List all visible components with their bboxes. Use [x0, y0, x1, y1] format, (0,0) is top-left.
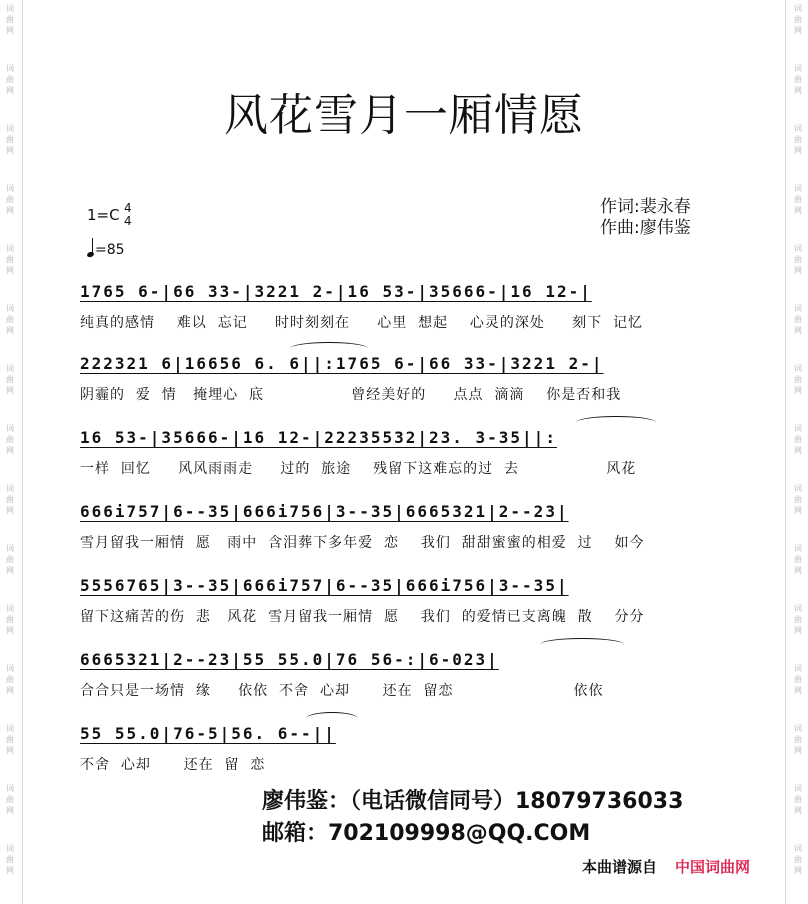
watermark-char: 网	[794, 266, 802, 275]
watermark-char: 曲	[794, 435, 802, 444]
watermark-char: 词	[794, 64, 802, 73]
lyrics: 留下这痛苦的伤 悲 风花 雪月留我一厢情 愿 我们 的爱情已支离魄 散 分分	[80, 609, 645, 625]
watermark-char: 词	[6, 484, 14, 493]
notation: 16 53-|35666-|16 12-|22235532|23. 3-35||:	[80, 428, 557, 447]
time-denominator: 4	[124, 214, 132, 228]
watermark-char: 词	[6, 544, 14, 553]
watermark-char: 网	[6, 446, 14, 455]
watermark-char: 词	[794, 664, 802, 673]
watermark-char: 网	[794, 626, 802, 635]
watermark-char: 词	[6, 124, 14, 133]
score-line-7	[80, 724, 740, 784]
tempo-value: =85	[95, 242, 125, 258]
watermark-char: 词	[794, 484, 802, 493]
watermark-char: 网	[6, 326, 14, 335]
lyrics: 雪月留我一厢情 愿 雨中 含泪葬下多年爱 恋 我们 甜甜蜜蜜的相爱 过 如今	[80, 535, 645, 551]
watermark-char: 曲	[6, 75, 14, 84]
watermark-char: 网	[6, 626, 14, 635]
watermark-char: 曲	[794, 795, 802, 804]
lyrics: 一样 回忆 风风雨雨走 过的 旅途 残留下这难忘的过 去 风花	[80, 461, 637, 477]
notation: 55 55.0|76-5|56. 6--||	[80, 724, 336, 743]
watermark-char: 曲	[6, 375, 14, 384]
watermark-char: 曲	[794, 615, 802, 624]
lyricist: 作词:裴永春	[600, 197, 691, 217]
watermark-char: 曲	[6, 315, 14, 324]
watermark-char: 词	[6, 844, 14, 853]
watermark-char: 网	[794, 206, 802, 215]
notation: 222321 6|16656 6. 6||:1765 6-|66 33-|3221 2-|	[80, 354, 604, 373]
song-title: 风花雪月一厢情愿	[224, 90, 584, 141]
watermark-char: 词	[6, 424, 14, 433]
watermark-char: 词	[6, 4, 14, 13]
watermark-char: 网	[794, 686, 802, 695]
notation: 5556765|3--35|666i757|6--35|666i756|3--35|	[80, 576, 569, 595]
watermark-char: 曲	[794, 555, 802, 564]
watermark-char: 曲	[6, 255, 14, 264]
watermark-char: 词	[794, 304, 802, 313]
watermark-char: 曲	[794, 195, 802, 204]
notation: 6665321|2--23|55 55.0|76 56-:|6-023|	[80, 650, 499, 669]
watermark-char: 网	[6, 146, 14, 155]
watermark-char: 曲	[794, 675, 802, 684]
watermark-char: 网	[794, 86, 802, 95]
watermark-char: 曲	[6, 15, 14, 24]
watermark-char: 词	[6, 64, 14, 73]
watermark-char: 曲	[6, 795, 14, 804]
tempo-marking	[87, 238, 125, 258]
watermark-char: 曲	[794, 855, 802, 864]
watermark-char: 曲	[794, 75, 802, 84]
watermark-char: 词	[794, 364, 802, 373]
watermark-char: 网	[794, 506, 802, 515]
slur	[576, 416, 656, 429]
watermark-char: 网	[794, 446, 802, 455]
watermark-char: 曲	[6, 735, 14, 744]
watermark-char: 词	[794, 184, 802, 193]
notation: 666i757|6--35|666i756|3--35|6665321|2--23|	[80, 502, 569, 521]
watermark-char: 曲	[794, 255, 802, 264]
watermark-char: 网	[6, 266, 14, 275]
score-line-6	[80, 650, 740, 710]
watermark-char: 词	[794, 4, 802, 13]
watermark-char: 曲	[794, 135, 802, 144]
contact-email: 邮箱：702109998@QQ.COM	[262, 821, 591, 846]
watermark-char: 词	[6, 244, 14, 253]
slur	[306, 712, 358, 725]
lyrics: 合合只是一场情 缘 依依 不舍 心却 还在 留恋 依依	[80, 683, 604, 699]
watermark-char: 词	[794, 544, 802, 553]
watermark-char: 词	[794, 604, 802, 613]
quarter-note-icon	[87, 238, 93, 258]
watermark-char: 网	[6, 86, 14, 95]
slur	[290, 342, 368, 355]
watermark-char: 词	[6, 664, 14, 673]
watermark-char: 词	[6, 304, 14, 313]
watermark-char: 曲	[794, 15, 802, 24]
watermark-char: 曲	[6, 135, 14, 144]
watermark-char: 词	[6, 724, 14, 733]
watermark-char: 词	[794, 424, 802, 433]
watermark-char: 词	[6, 184, 14, 193]
watermark-char: 词	[6, 784, 14, 793]
watermark-char: 网	[794, 566, 802, 575]
composer: 作曲:廖伟鉴	[600, 218, 691, 238]
watermark-char: 网	[794, 866, 802, 875]
time-signature	[124, 202, 132, 228]
watermark-char: 词	[6, 364, 14, 373]
notation: 1765 6-|66 33-|3221 2-|16 53-|35666-|16 12-|	[80, 282, 592, 301]
watermark-char: 网	[6, 386, 14, 395]
watermark-char: 网	[6, 506, 14, 515]
watermark-char: 网	[6, 26, 14, 35]
watermark-char: 网	[6, 686, 14, 695]
watermark-char: 网	[6, 746, 14, 755]
score-line-3	[80, 428, 740, 488]
watermark-char: 曲	[6, 195, 14, 204]
score-line-5	[80, 576, 740, 636]
lyrics: 不舍 心却 还在 留 恋	[80, 757, 266, 773]
time-numerator: 4	[124, 201, 132, 215]
watermark-char: 曲	[6, 495, 14, 504]
lyrics: 阴霾的 爱 情 掩埋心 底 曾经美好的 点点 滴滴 你是否和我	[80, 387, 622, 403]
credits	[600, 197, 691, 239]
key-signature: 1=C	[87, 206, 120, 224]
lyrics: 纯真的感情 难以 忘记 时时刻刻在 心里 想起 心灵的深处 刻下 记忆	[80, 315, 644, 331]
score-line-4	[80, 502, 740, 562]
score-line-1	[80, 282, 740, 342]
watermark-char: 词	[794, 244, 802, 253]
source-credit	[582, 856, 750, 877]
watermark-char: 词	[794, 724, 802, 733]
watermark-char: 曲	[794, 375, 802, 384]
watermark-char: 网	[794, 806, 802, 815]
watermark-char: 词	[794, 784, 802, 793]
watermark-char: 曲	[6, 615, 14, 624]
watermark-char: 网	[6, 806, 14, 815]
watermark-char: 网	[794, 386, 802, 395]
source-prefix: 本曲谱源自	[582, 858, 658, 876]
brand-name[interactable]: 中国词曲网	[675, 858, 751, 876]
score-line-2	[80, 354, 740, 414]
contact-phone: 廖伟鉴：（电话微信同号）18079736033	[262, 789, 684, 814]
watermark-char: 曲	[6, 555, 14, 564]
watermark-char: 曲	[6, 675, 14, 684]
contact-info	[262, 786, 683, 850]
watermark-char: 曲	[794, 315, 802, 324]
watermark-char: 曲	[794, 735, 802, 744]
watermark-char: 网	[6, 206, 14, 215]
watermark-char: 曲	[6, 855, 14, 864]
watermark-char: 曲	[794, 495, 802, 504]
watermark-char: 网	[794, 326, 802, 335]
watermark-char: 网	[794, 746, 802, 755]
watermark-char: 网	[6, 566, 14, 575]
watermark-char: 网	[794, 146, 802, 155]
watermark-char: 曲	[6, 435, 14, 444]
watermark-char: 网	[794, 26, 802, 35]
watermark-char: 词	[794, 124, 802, 133]
watermark-char: 网	[6, 866, 14, 875]
slur	[540, 638, 624, 651]
watermark-char: 词	[6, 604, 14, 613]
watermark-char: 词	[794, 844, 802, 853]
